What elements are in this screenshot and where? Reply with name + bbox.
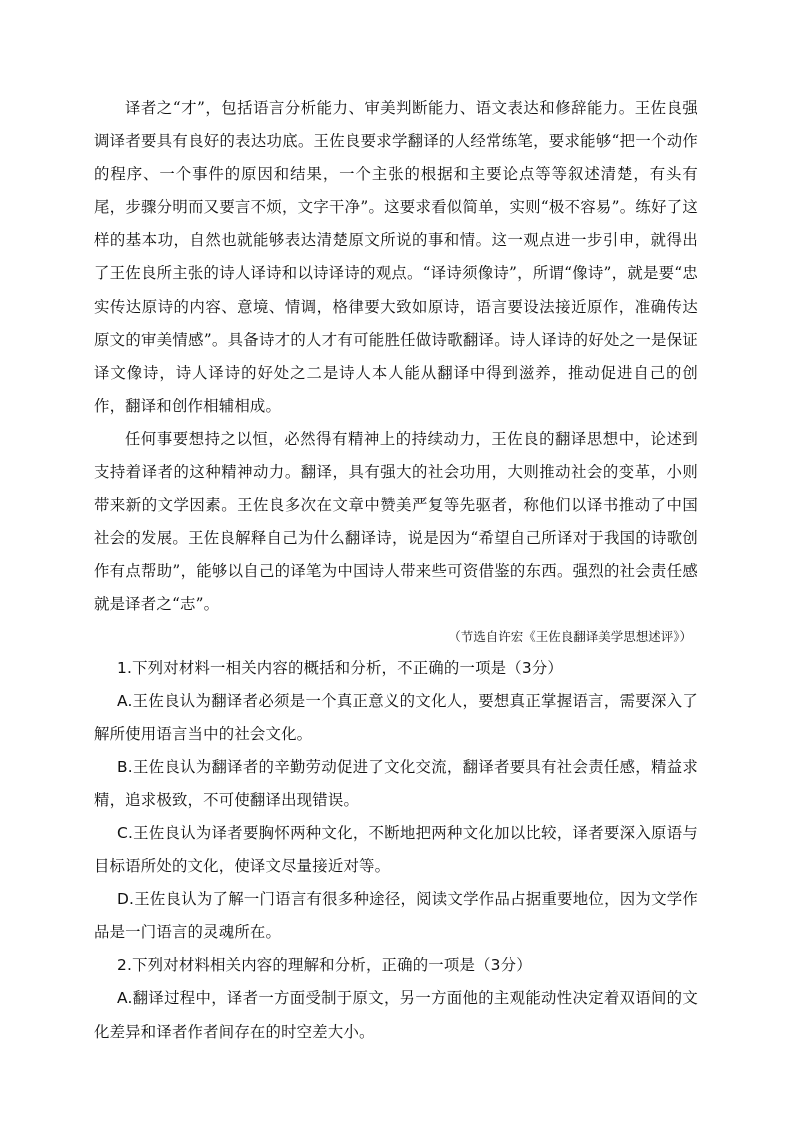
question-list bbox=[94, 652, 698, 1049]
question-1-option-b: B.王佐良认为翻译者的辛勤劳动促进了文化交流，翻译者要具有社会责任感，精益求精，追求极致，不可使翻译出现错误。 bbox=[94, 757, 698, 809]
question-1-stem: 1.下列对材料一相关内容的概括和分析，不正确的一项是（3分） bbox=[117, 658, 564, 677]
question-2-option-a: A.翻译过程中，译者一方面受制于原文，另一方面他的主观能动性决定着双语间的文化差异和译者作者间存在的时空差大小。 bbox=[94, 989, 698, 1041]
question-1-option-c: C.王佐良认为译者要胸怀两种文化，不断地把两种文化加以比较，译者要深入原语与目标语所处的文化，使译文尽量接近对等。 bbox=[94, 823, 698, 876]
page-content bbox=[94, 92, 698, 1049]
passage-paragraph-1: 译者之“才”，包括语言分析能力、审美判断能力、语文表达和修辞能力。王佐良强调译者要具有良好的表达功底。王佐良要求学翻译的人经常练笔，要求能够“把一个动作的程序、一个事件的原因和结果，一个主张的根据和主要论点等等叙述清楚，有头有尾，步骤分明而又要言不烦，文字干净”。这要求看似简单，实则“极不容易”。练好了这样的基本功，自然也就能够表达清楚原文所说的事和情。这一观点进一步引申，就得出了王佐良所主张的诗人译诗和以诗译诗的观点。“译诗须像诗”，所谓“像诗”，就是要“忠实传达原诗的内容、意境、情调，格律要大致如原诗，语言要设法接近原作，准确传达原文的审美情感”。具备诗才的人才有可能胜任做诗歌翻译。诗人译诗的好处之一是保证译文像诗，诗人译诗的好处之二是诗人本人能从翻译中得到滋养，推动促进自己的创作，翻译和创作相辅相成。 bbox=[94, 99, 698, 415]
passage-source-citation: （节选自许宏《王佐良翻译美学思想述评》） bbox=[448, 628, 692, 644]
passage-paragraph-2: 任何事要想持之以恒，必然得有精神上的持续动力，王佐良的翻译思想中，论述到支持着译者的这种精神动力。翻译，具有强大的社会功用，大则推动社会的变革，小则带来新的文学因素。王佐良多次在文章中赞美严复等先驱者，称他们以译书推动了中国社会的发展。王佐良解释自己为什么翻译诗，说是因为“希望自己所译对于我国的诗歌创作有点帮助”，能够以自己的译笔为中国诗人带来些可资借鉴的东西。强烈的社会责任感就是译者之“志”。 bbox=[94, 429, 698, 614]
question-1-option-a: A.王佐良认为翻译者必须是一个真正意义的文化人，要想真正掌握语言，需要深入了解所使用语言当中的社会文化。 bbox=[94, 691, 698, 743]
question-1-option-d: D.王佐良认为了解一门语言有很多种途径，阅读文学作品占据重要地位，因为文学作品是一门语言的灵魂所在。 bbox=[94, 890, 698, 942]
question-2-stem: 2.下列对材料相关内容的理解和分析，正确的一项是（3分） bbox=[117, 956, 532, 975]
reading-passage bbox=[94, 92, 698, 650]
